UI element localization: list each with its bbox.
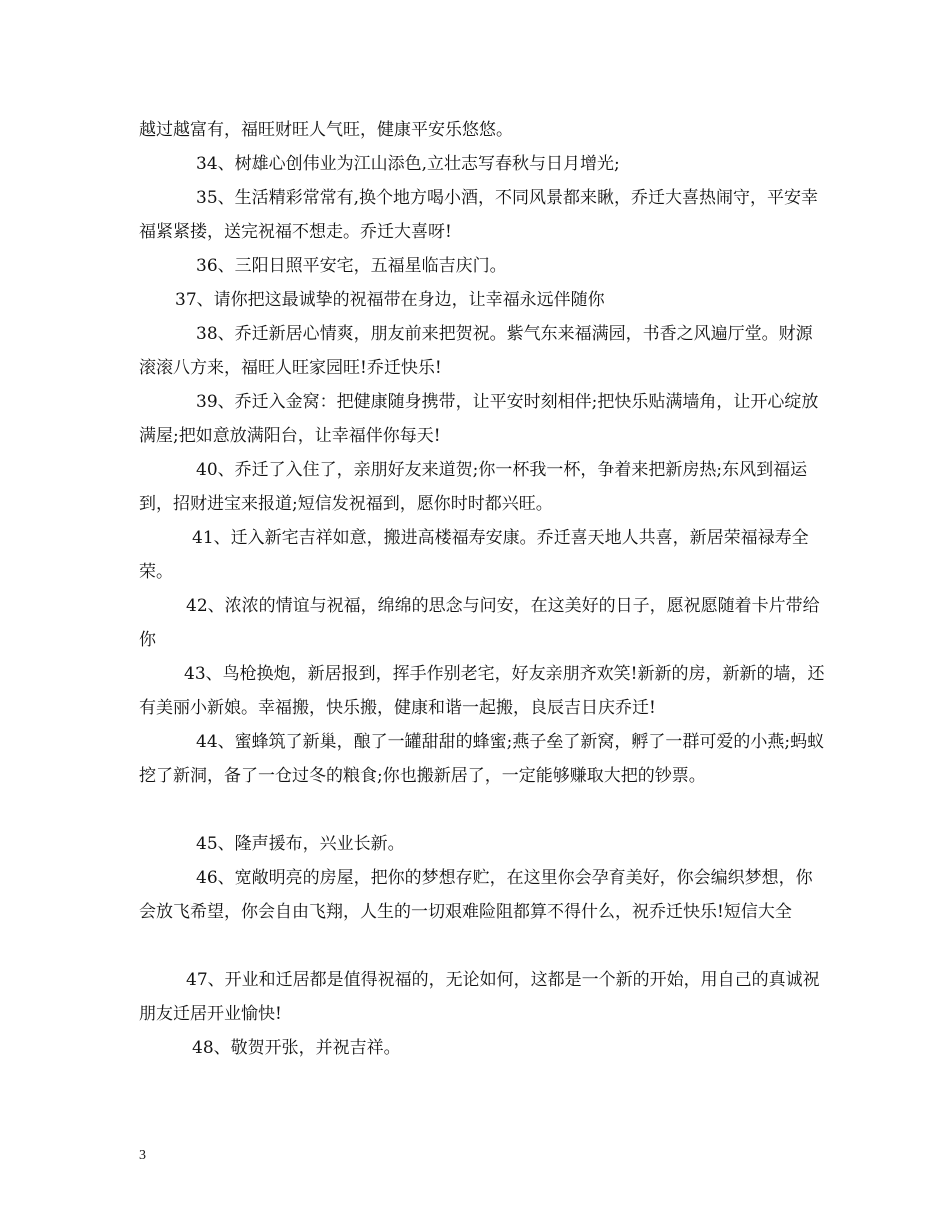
paragraph-36: 36、三阳日照平安宅，五福星临吉庆门。 — [196, 256, 507, 276]
paragraph-34: 34、树雄心创伟业为江山添色,立壮志写春秋与日月增光; — [196, 154, 620, 174]
paragraph-37: 37、请你把这最诚挚的祝福带在身边，让幸福永远伴随你 — [175, 290, 605, 310]
paragraph-35: 35、生活精彩常常有,换个地方喝小酒，不同风景都来瞅，乔迁大喜热闹守，平安幸福紧紧搂，送完祝福不想走。乔迁大喜呀! — [139, 188, 819, 242]
paragraph-47: 47、开业和迁居都是值得祝福的，无论如何，这都是一个新的开始，用自己的真诚祝朋友迁居开业愉快! — [139, 970, 820, 1024]
paragraph-40: 40、乔迁了入住了，亲朋好友来道贺;你一杯我一杯，争着来把新房热;东风到福运到，招财进宝来报道;短信发祝福到，愿你时时都兴旺。 — [139, 460, 808, 514]
paragraph-41: 41、迁入新宅吉祥如意，搬进高楼福寿安康。乔迁喜天地人共喜，新居荣福禄寿全荣。 — [139, 528, 809, 582]
paragraph-42: 42、浓浓的情谊与祝福，绵绵的思念与问安，在这美好的日子，愿祝愿随着卡片带给你 — [139, 596, 820, 650]
paragraph-43: 43、鸟枪换炮，新居报到，挥手作别老宅，好友亲朋齐欢笑!新新的房，新新的墙，还有美丽小新娘。幸福搬，快乐搬，健康和谐一起搬，良辰吉日庆乔迁! — [139, 664, 825, 718]
page-number: 3 — [139, 1148, 146, 1163]
paragraph-39: 39、乔迁入金窝：把健康随身携带，让平安时刻相伴;把快乐贴满墙角，让开心绽放满屋;把如意放满阳台，让幸福伴你每天! — [139, 392, 819, 446]
paragraph-46: 46、宽敞明亮的房屋，把你的梦想存贮，在这里你会孕育美好，你会编织梦想，你会放飞希望，你会自由飞翔，人生的一切艰难险阻都算不得什么，祝乔迁快乐!短信大全 — [139, 868, 813, 922]
paragraph-38: 38、乔迁新居心情爽，朋友前来把贺祝。紫气东来福满园，书香之风遍厅堂。财源滚滚八方来，福旺人旺家园旺!乔迁快乐! — [139, 324, 813, 378]
paragraph-45: 45、隆声援布，兴业长新。 — [196, 834, 405, 854]
paragraph-continuation: 越过越富有，福旺财旺人气旺，健康平安乐悠悠。 — [139, 120, 513, 140]
paragraph-44: 44、蜜蜂筑了新巢，酿了一罐甜甜的蜂蜜;燕子垒了新窝，孵了一群可爱的小燕;蚂蚁挖了新洞，备了一仓过冬的粮食;你也搬新居了，一定能够赚取大把的钞票。 — [139, 732, 825, 786]
paragraph-48: 48、敬贺开张，并祝吉祥。 — [192, 1038, 401, 1058]
